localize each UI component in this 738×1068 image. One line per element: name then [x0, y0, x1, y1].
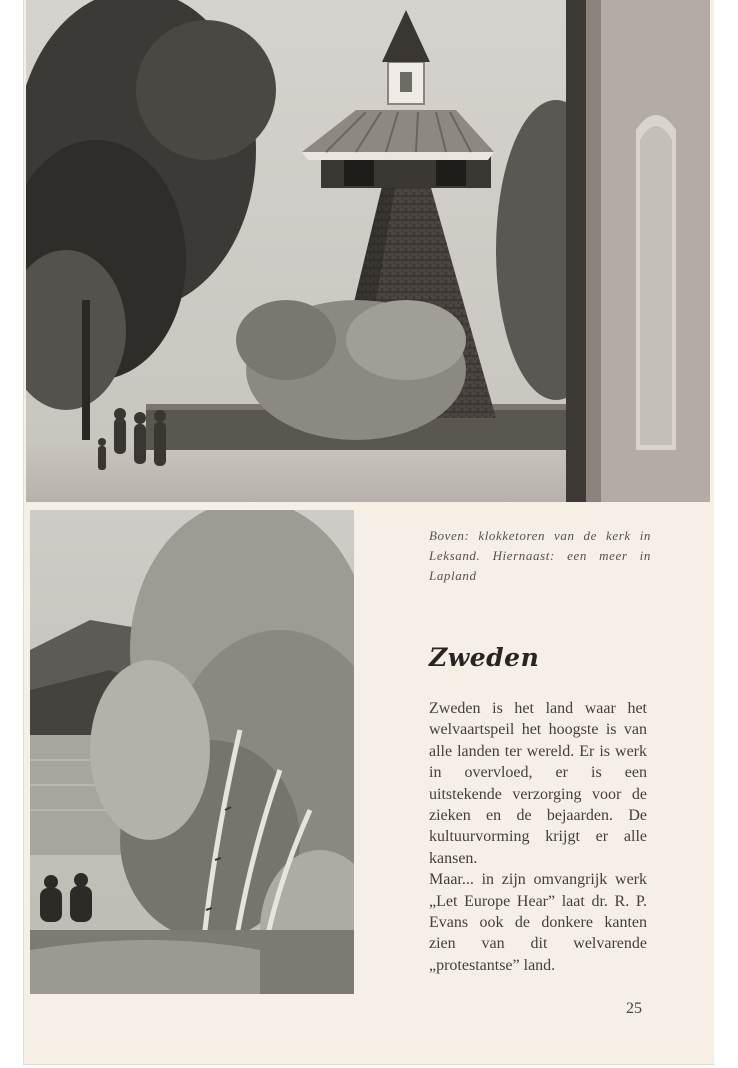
- article-body: [429, 698, 647, 976]
- bell-tower-photo: [26, 0, 710, 502]
- page-number: 25: [626, 1000, 642, 1017]
- article-paragraph: Maar... in zijn omvangrijk werk „Let Europe Hear” laat dr. R. P. Evans ook de donkere kanten zien van dit welvarende „protestantse” land.: [429, 871, 647, 974]
- photo-caption: Boven: klokketoren van de kerk in Leksand. Hiernaast: een meer in Lapland: [429, 528, 651, 583]
- scan-margin: [714, 0, 738, 1068]
- lake-landscape-photo: [30, 510, 354, 994]
- article-heading: Zweden: [429, 643, 540, 672]
- article-paragraph: Zweden is het land waar het welvaartspeil het hoogste is van alle landen ter wereld. Er is werk in overvloed, er is een uitstekende verzorging voor de zieken en de bejaarden. De kultuurvorming krijgt er alle kansen.: [429, 700, 647, 867]
